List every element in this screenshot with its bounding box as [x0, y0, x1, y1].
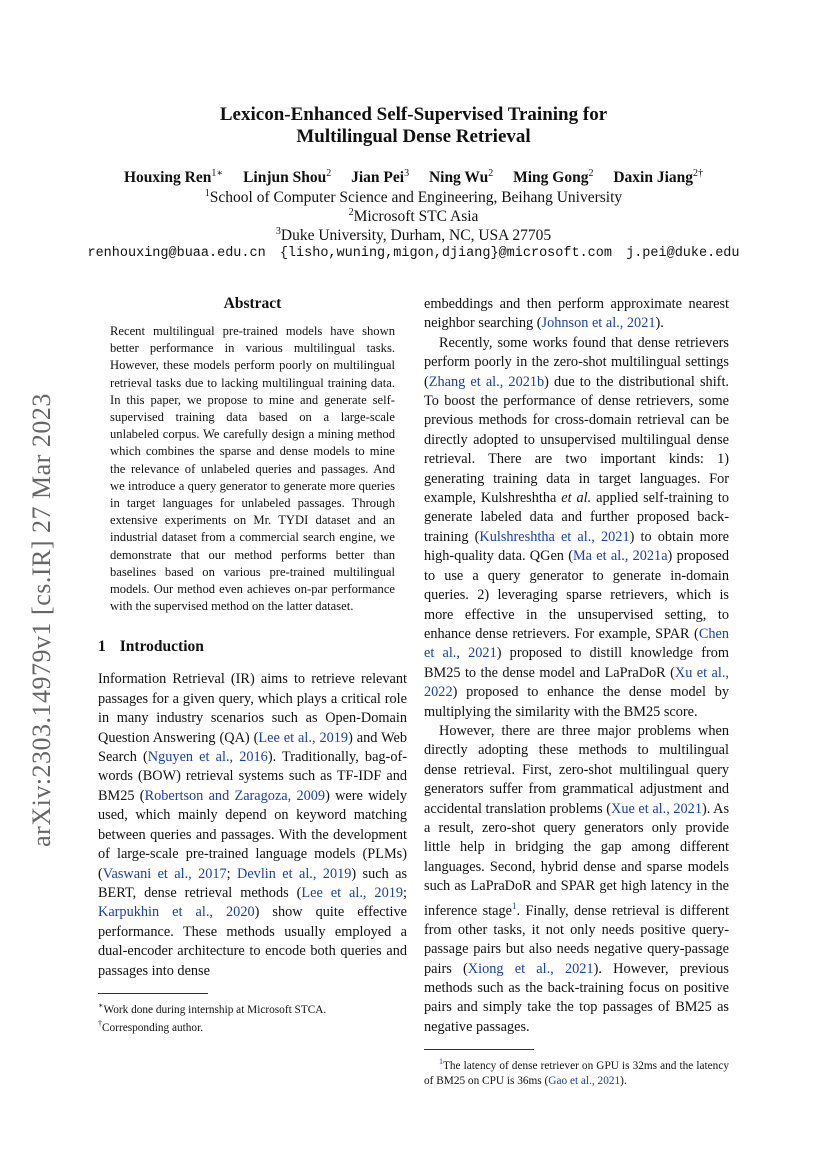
intro-paragraph-3: However, there are three major problems when directly adopting these methods to multilingual dense retrieval. First, zero-shot multilingual query generators suffer from grammatical adjustment and accidental translation problems (Xue et al., 2021). As a result, zero-shot query generators only provide little help in bridging the gap among different languages. Second, hybrid dense and sparse models such as LaPraDoR and SPAR get high latency in the inference stage$^1$. Finally, dense retrieval is different from other tasks, it not only needs positive query-passage pairs but also needs negative query-passage pairs (Xiong et al., 2021). However, previous methods such as the back-training focus on positive pairs and simply take the top passages of BM25 as negative passages. [424, 722, 730, 1035]
email: renhouxing@buaa.edu.cn [87, 246, 266, 261]
citation-link[interactable]: Chen et al., 2021 [424, 625, 729, 662]
footnote-marker[interactable]: 1 [439, 1057, 443, 1067]
author: Ning Wu$^2$ [428, 168, 494, 187]
author-list [0, 168, 827, 187]
intro-paragraph-2: Recently, some works found that dense retrievers perform poorly in the zero-shot multilingual settings (Zhang et al., 2021b) due to the distributional shift. To boost the performance of dense retrievers, some previous methods for cross-domain retrieval can be directly adopted to unsupervised multilingual dense retrieval. There are two important kinds: 1) generating training data in target languages. For example, Kulshreshtha et al. applied self-training to generate labeled data and further proposed back-training (Kulshreshtha et al., 2021) to obtain more high-quality data. QGen (Ma et al., 2021a) proposed to use a query generator to generate in-domain queries. 2) leveraging sparse retrievers, which is more effective in the unsupervised setting, to enhance dense retrievers. For example, SPAR (Chen et al., 2021) proposed to distill knowledge from BM25 to the dense model and LaPraDoR (Xu et al., 2022) proposed to enhance the dense model by multiplying the similarity with the BM25 score. [424, 334, 730, 720]
footnote-latency: $^1$The latency of dense retriever on GPU is 32ms and the latency of BM25 on CPU is 36ms (Gao et al., 2021). [424, 1057, 729, 1087]
email-list [0, 246, 827, 261]
email: j.pei@duke.edu [626, 246, 740, 261]
citation-link[interactable]: Lee et al., 2019 [301, 884, 404, 901]
arxiv-stamp-text: arXiv:2303.14979v1 [cs.IR] 27 Mar 2023 [27, 393, 56, 847]
citation-link[interactable]: Xiong et al., 2021 [467, 960, 594, 977]
author: Daxin Jiang$^{2\dagger}$ [613, 168, 704, 187]
footnote-work-done: ∗Work done during internship at Microsoft STCA. [98, 1000, 327, 1016]
footnote-corresponding: †Corresponding author. [98, 1019, 204, 1035]
abstract-text: Recent multilingual pre-trained models have shown better performance in various multilingual tasks. However, these models perform poorly on multilingual retrieval tasks due to lacking multilingual training data. In this paper, we propose to mine and generate self-supervised training data based on a large-scale unlabeled corpus. We carefully design a mining method which combines the sparse and dense models to mine the relevance of unlabeled queries and passages. And we introduce a query generator to generate more queries in target languages for unlabeled passages. Through extensive experiments on Mr. TYDI dataset and an industrial dataset from a commercial search engine, we demonstrate that our method performs better than baselines based on various pre-trained multilingual models. Our method even achieves on-par performance with the supervised method on the latter dataset. [110, 324, 395, 614]
citation-link[interactable]: Xue et al., 2021 [611, 800, 702, 817]
right-column [424, 295, 729, 1088]
emphasis-text: et al. [561, 490, 592, 507]
title-line-2: Multilingual Dense Retrieval [296, 126, 531, 147]
affiliation-1: $^1$School of Computer Science and Engineering, Beihang University [204, 188, 623, 207]
intro-paragraph-1: Information Retrieval (IR) aims to retrieve relevant passages for a given query, which plays a critical role in many industry scenarios such as Open-Domain Question Answering (QA) (Lee et al., 2019) and Web Search (Nguyen et al., 2016). Traditionally, bag-of-words (BOW) retrieval systems such as TF-IDF and BM25 (Robertson and Zaragoza, 2009) were widely used, which mainly depend on keyword matching between queries and passages. With the development of large-scale pre-trained language models (PLMs) (Vaswani et al., 2017; Devlin et al., 2019) such as BERT, dense retrieval methods (Lee et al., 2019; Karpukhin et al., 2020) show quite effective performance. These methods usually employed a dual-encoder architecture to encode both queries and passages into dense [98, 671, 408, 979]
citation-link[interactable]: Karpukhin et al., 2020 [98, 904, 255, 921]
email: {lisho,wuning,migon,djiang}@microsoft.com [279, 246, 612, 261]
abstract-heading: Abstract [223, 295, 282, 312]
author: Jian Pei$^3$ [351, 168, 410, 187]
title-line-1: Lexicon-Enhanced Self-Supervised Training for [219, 104, 608, 125]
citation-link[interactable]: Johnson et al., 2021 [541, 315, 656, 332]
footnote-divider [98, 993, 208, 994]
citation-link[interactable]: Devlin et al., 2019 [237, 865, 352, 882]
paper-title [0, 104, 827, 148]
citation-link[interactable]: Ma et al., 2021a [572, 548, 668, 565]
citation-link[interactable]: Gao et al., 2021 [548, 1074, 621, 1087]
affiliation-2: $^2$Microsoft STC Asia [348, 207, 479, 226]
footnote-marker[interactable]: 1 [511, 900, 517, 911]
citation-link[interactable]: Vaswani et al., 2017 [102, 865, 227, 882]
citation-link[interactable]: Lee et al., 2019 [258, 729, 349, 746]
citation-link[interactable]: Robertson and Zaragoza, 2009 [144, 787, 326, 804]
intro-paragraph-continued: embeddings and then perform approximate nearest neighbor searching (Johnson et al., 2021). [424, 296, 729, 332]
citation-link[interactable]: Xu et al., 2022 [424, 664, 729, 701]
author: Linjun Shou$^2$ [243, 168, 332, 187]
citation-link[interactable]: Nguyen et al., 2016 [147, 749, 268, 766]
arxiv-stamp [22, 370, 62, 870]
affiliation-3: $^3$Duke University, Durham, NC, USA 27705 [275, 226, 552, 245]
citation-link[interactable]: Kulshreshtha et al., 2021 [479, 528, 630, 545]
citation-link[interactable]: Zhang et al., 2021b [428, 373, 545, 390]
left-column [98, 295, 407, 1036]
author: Ming Gong$^2$ [513, 168, 594, 187]
author: Houxing Ren$^{1∗}$ [123, 168, 224, 187]
footnote-divider [424, 1049, 534, 1050]
section-heading-introduction: 1 Introduction [98, 638, 204, 656]
